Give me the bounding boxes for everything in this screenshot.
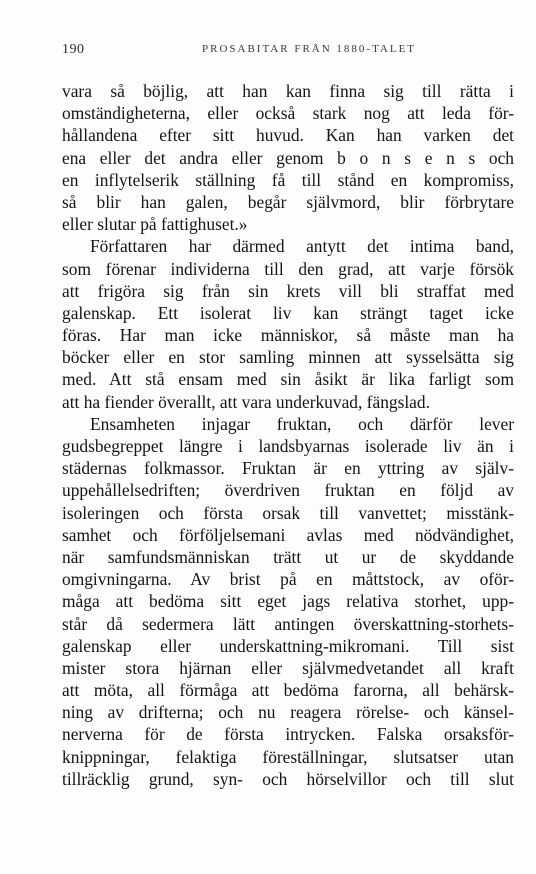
text-line: vara så böjlig, att han kan finna sig till rätta i [62, 81, 514, 101]
text-line: hållandena efter sitt huvud. Kan han varken det [62, 125, 514, 146]
text-line: eller slutar på fattighuset.» [62, 214, 248, 235]
text-line: städernas folkmassor. Fruktan är en yttring av själv- [62, 458, 514, 479]
text-line: böcker eller en stor samling minnen att sysselsätta sig [62, 347, 514, 368]
text-line: galenskap. Ett isolerat liv kan strängt taget icke [62, 302, 514, 323]
text-line: uppehållelsedriften; överdriven fruktan en följd av [62, 480, 514, 501]
page-number: 190 [62, 42, 85, 57]
text-line: mister stora hjärnan eller självmedvetandet all kraft [62, 657, 514, 678]
text-line: står då sedermera lätt antingen överskattning-storhets- [62, 613, 514, 634]
text-line: galenskap eller underskattning-mikromani. Till sist [62, 635, 514, 656]
text-line: så blir han galen, begår självmord, blir förbrytare [62, 191, 514, 212]
text-line: när samfundsmänniskan trätt ut ur de skyddande [62, 546, 514, 567]
text-line: med. Att stå ensam med sin åsikt är lika farligt som [62, 369, 514, 390]
running-header [62, 36, 514, 60]
text-line: gudsbegreppet längre i landsbyarnas isolerade liv än i [62, 436, 514, 456]
text-line: måga att bedöma sitt eget jags relativa storhet, upp- [62, 591, 514, 612]
paragraph-1 [62, 80, 514, 235]
text-line: nerverna för de första intrycken. Falska orsaksför- [62, 724, 514, 745]
paragraph-3 [62, 413, 514, 790]
text-line: omgivningarna. Av brist på en måttstock, av oför- [62, 569, 514, 590]
body-text [62, 80, 514, 790]
text-line: omständigheterna, eller också stark nog att leda för- [62, 103, 514, 124]
text-line: som förenar individerna till den grad, att varje försök [62, 258, 514, 279]
text-line: ena eller det andra eller genom b o n s e n s och [62, 147, 514, 168]
text-line: samhet och förföljelsemani avlas med nödvändighet, [62, 524, 514, 545]
paragraph-2 [62, 235, 514, 413]
text-line: att frigöra sig från sin krets vill bli straffat med [62, 280, 514, 301]
text-line: föras. Har man icke människor, så måste man ha [62, 325, 514, 346]
text-line: tillräcklig grund, syn- och hörselvillor och till slut [62, 768, 514, 789]
text-line: att ha fiender överallt, att vara underkuvad, fängslad. [62, 391, 430, 412]
text-line: ning av drifterna; och nu reagera rörelse- och känsel- [62, 702, 514, 723]
running-title: PROSABITAR FRÅN 1880-TALET [202, 43, 417, 55]
text-line: Ensamheten injagar fruktan, och därför lever [90, 413, 514, 434]
text-line: knippningar, felaktiga föreställningar, slutsatser utan [62, 746, 514, 767]
text-line: isoleringen och första orsak till vanvettet; misstänk- [62, 502, 514, 523]
text-line: en inflytelserik ställning få till stånd en kompromiss, [62, 169, 514, 190]
text-line: Författaren har därmed antytt det intima band, [90, 236, 514, 257]
text-line: att möta, all förmåga att bedöma farorna, all behärsk- [62, 680, 514, 701]
